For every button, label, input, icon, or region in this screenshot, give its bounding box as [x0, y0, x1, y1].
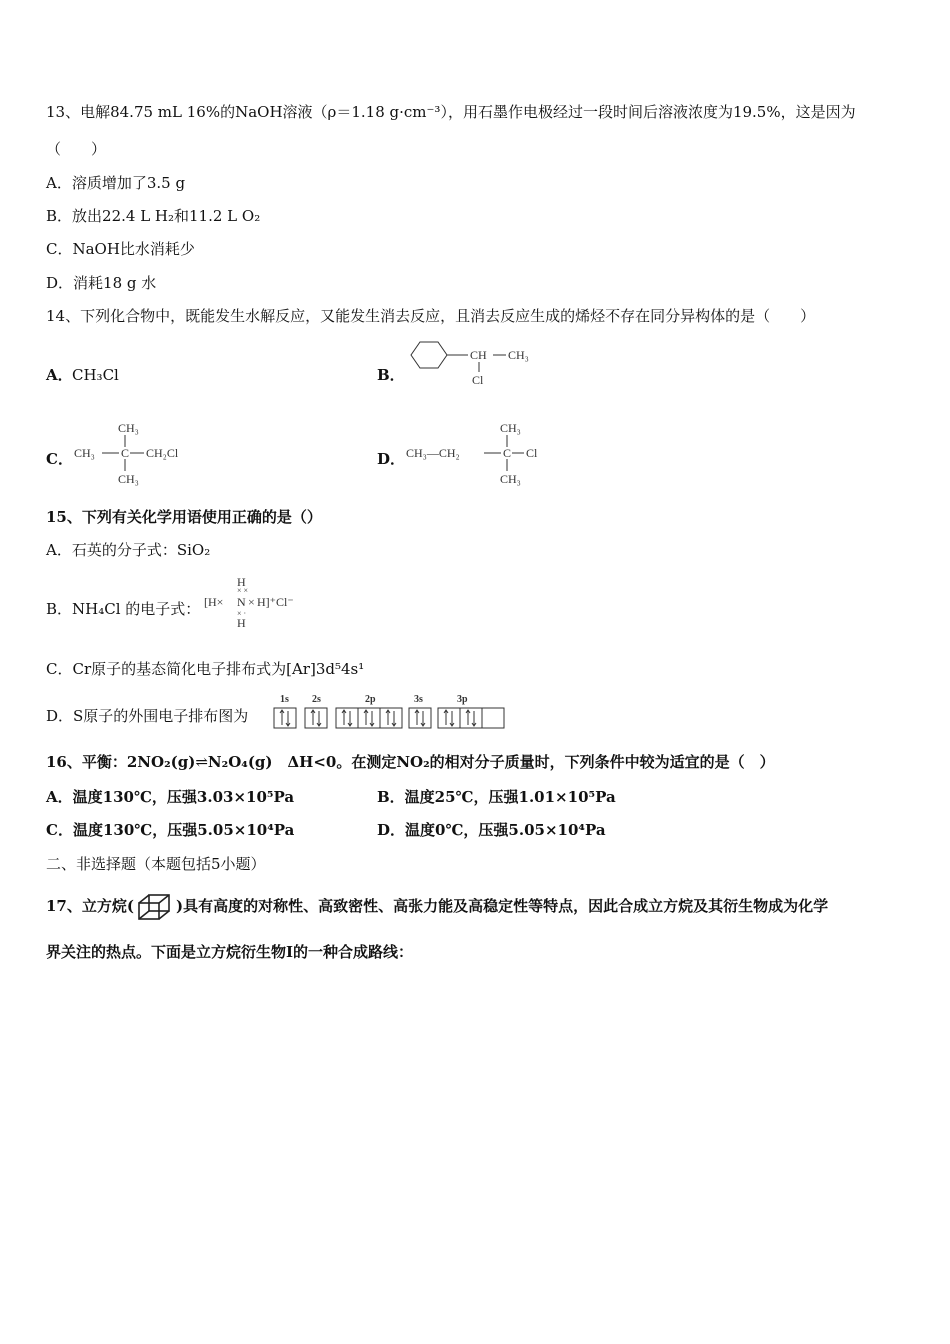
- struct-c-left: CH₃: [74, 446, 95, 460]
- q15-stem: 15、下列有关化学用语使用正确的是（）: [46, 508, 322, 526]
- q17-stem-post: )具有高度的对称性、高致密性、高张力能及高稳定性等特点，因此合成立方烷及其衍生物成为化学: [175, 897, 829, 915]
- q15-option-d-label: D．S原子的外围电子排布图为: [46, 707, 249, 725]
- struct-d-cl: Cl: [526, 446, 538, 460]
- struct-d-center: C: [503, 446, 512, 460]
- struct-b-ch3: CH₃: [508, 348, 529, 362]
- q16-stem-post: N₂O₄(g) ΔH<0。在测定NO₂的相对分子质量时，下列条件中较为适宜的是（ ）: [207, 753, 775, 771]
- q15-option-c: C．Cr原子的基态简化电子排布式为[Ar]3d⁵4s¹: [46, 660, 365, 678]
- q17-stem-line1: [46, 892, 828, 922]
- q14-option-d-label: D．: [377, 450, 406, 468]
- q16-stem-pre: 16、平衡：2NO₂(g): [46, 753, 196, 771]
- orbital-label-3p: 3p: [457, 694, 468, 705]
- q13-stem-line2: （ ）: [46, 140, 107, 158]
- q16-option-b: B．温度25℃，压强1.01×10⁵Pa: [377, 788, 616, 806]
- struct-c-center: C: [121, 446, 130, 460]
- q15-orbital-diagram: [272, 691, 508, 731]
- benzene-ring-icon: [411, 342, 447, 368]
- q16-option-a: A．温度130℃，压强3.03×10⁵Pa: [46, 788, 295, 806]
- svg-text:N: N: [237, 595, 246, 609]
- q14-stem: 14、下列化合物中，既能发生水解反应，又能发生消去反应，且消去反应生成的烯烃不存在同分异构体的是（ ）: [46, 307, 816, 325]
- struct-c-ch3-bottom: CH₃: [118, 472, 139, 486]
- q14-option-d-structure: [404, 418, 554, 488]
- q15-option-a: A．石英的分子式：SiO₂: [46, 541, 211, 559]
- svg-text:×: ×: [248, 595, 255, 609]
- q14-option-c-label: C．: [46, 450, 73, 468]
- orbital-label-3s: 3s: [414, 694, 423, 705]
- q14-option-a-label: A．: [46, 366, 73, 384]
- q17-stem-line2: 界关注的热点。下面是立方烷衍生物I的一种合成路线：: [46, 943, 414, 961]
- q17-stem-pre: 17、立方烷(: [46, 897, 134, 915]
- svg-text:H: H: [237, 616, 246, 630]
- struct-c-ch3-top: CH₃: [118, 421, 139, 435]
- q14-option-b-structure: [402, 336, 547, 390]
- q16-option-c: C．温度130℃，压强5.05×10⁴Pa: [46, 821, 295, 839]
- q13-stem-line1: 13、电解84.75 mL 16%的NaOH溶液（ρ＝1.18 g·cm⁻³），用石墨作电极经过一段时间后溶液浓度为19.5%，这是因为: [46, 103, 856, 121]
- q15-option-b-label: B．NH₄Cl 的电子式：: [46, 600, 201, 618]
- q14-option-b-label: B．: [377, 366, 405, 384]
- orbital-label-2s: 2s: [312, 694, 321, 705]
- svg-text:× ×: × ×: [237, 586, 249, 595]
- struct-c-right: CH₂Cl: [146, 446, 179, 460]
- q13-option-a: A．溶质增加了3.5 g: [46, 174, 186, 192]
- section-2-heading: 二、非选择题（本题包括5小题）: [46, 855, 266, 873]
- q14-option-c-structure: [72, 418, 202, 488]
- q14-option-a-formula: CH₃Cl: [72, 366, 119, 384]
- struct-b-ch: CH: [470, 348, 487, 362]
- q16-equilibrium-arrow: ⇌: [195, 753, 208, 771]
- svg-text:H: H: [237, 575, 246, 589]
- svg-text:[H×: [H×: [204, 595, 224, 609]
- q13-option-d: D．消耗18 g 水: [46, 274, 157, 292]
- q13-option-c: C．NaOH比水消耗少: [46, 240, 195, 258]
- q13-option-b: B．放出22.4 L H₂和11.2 L O₂: [46, 207, 261, 225]
- svg-text:H]⁺Cl⁻: H]⁺Cl⁻: [257, 595, 294, 609]
- q16-option-d: D．温度0℃，压强5.05×10⁴Pa: [377, 821, 606, 839]
- orbital-label-2p: 2p: [365, 694, 376, 705]
- orbital-label-1s: 1s: [280, 694, 289, 705]
- struct-d-ch3-bottom: CH₃: [500, 472, 521, 486]
- struct-d-left: CH₃—CH₂: [406, 446, 460, 460]
- q16-stem: [46, 752, 775, 772]
- struct-d-ch3-top: CH₃: [500, 421, 521, 435]
- svg-text:× ·: × ·: [237, 609, 247, 618]
- q15-nh4cl-electron-formula: [202, 573, 314, 631]
- struct-b-cl: Cl: [472, 373, 484, 387]
- cubane-icon: [135, 892, 175, 922]
